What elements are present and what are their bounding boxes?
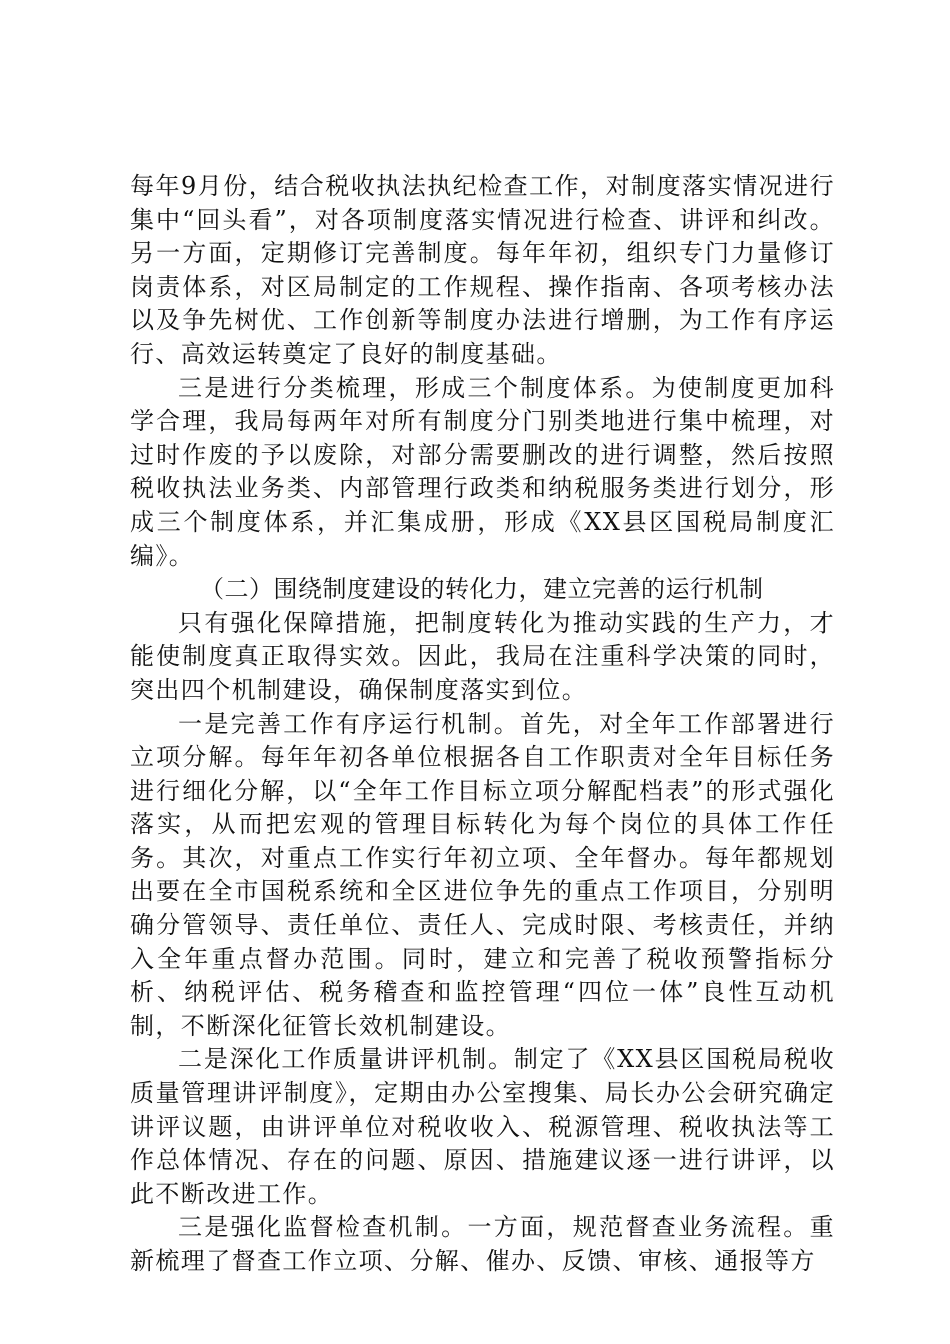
- paragraph-6: 三是强化监督检查机制。一方面，规范督查业务流程。重新梳理了督查工作立项、分解、催办、反馈、审核、通报等方: [130, 1213, 835, 1275]
- section-heading: [130, 573, 835, 607]
- document-body: [130, 170, 835, 1279]
- section-heading-text: （二）围绕制度建设的转化力，建立完善的运行机制: [200, 575, 764, 604]
- paragraph-1: 每年9月份，结合税收执法执纪检查工作，对制度落实情况进行集中“回头看”，对各项制度落实情况进行检查、讲评和纠改。另一方面，定期修订完善制度。每年年初，组织专门力量修订岗责体系，对区局制定的工作规程、操作指南、各项考核办法以及争先树优、工作创新等制度办法进行增删，为工作有序运行、高效运转奠定了良好的制度基础。: [130, 172, 835, 368]
- paragraph-5: 二是深化工作质量讲评机制。制定了《XX县区国税局税收质量管理讲评制度》，定期由办公室搜集、局长办公会研究确定讲评议题，由讲评单位对税收收入、税源管理、税收执法等工作总体情况、存在的问题、原因、措施建议逐一进行讲评，以此不断改进工作。: [130, 1045, 835, 1208]
- paragraph-4: 一是完善工作有序运行机制。首先，对全年工作部署进行立项分解。每年年初各单位根据各自工作职责对全年目标任务进行细化分解，以“全年工作目标立项分解配档表”的形式强化落实，从而把宏观的管理目标转化为每个岗位的具体工作任务。其次，对重点工作实行年初立项、全年督办。每年都规划出要在全市国税系统和全区进位争先的重点工作项目，分别明确分管领导、责任单位、责任人、完成时限、考核责任，并纳入全年重点督办范围。同时，建立和完善了税收预警指标分析、纳税评估、税务稽查和监控管理“四位一体”良性互动机制，不断深化征管长效机制建设。: [130, 709, 835, 1040]
- paragraph-2: 三是进行分类梳理，形成三个制度体系。为使制度更加科学合理，我局每两年对所有制度分门别类地进行集中梳理，对过时作废的予以废除，对部分需要删改的进行调整，然后按照税收执法业务类、内部管理行政类和纳税服务类进行划分，形成三个制度体系，并汇集成册，形成《XX县区国税局制度汇编》。: [130, 373, 835, 570]
- paragraph-3: 只有强化保障措施，把制度转化为推动实践的生产力，才能使制度真正取得实效。因此，我局在注重科学决策的同时，突出四个机制建设，确保制度落实到位。: [130, 608, 835, 704]
